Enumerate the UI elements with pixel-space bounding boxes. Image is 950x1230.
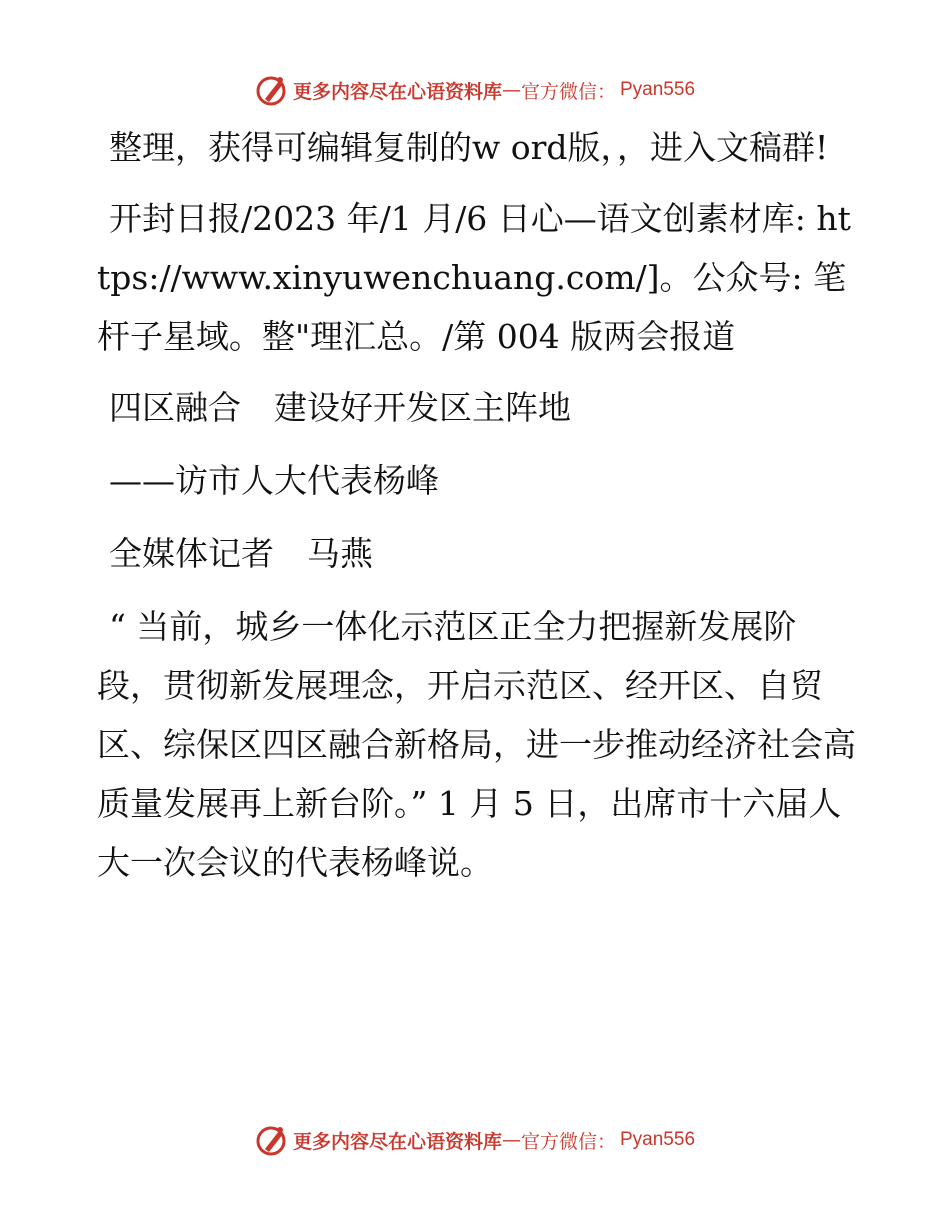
article-title: 四区融合 建设好开发区主阵地 [109,388,571,427]
banner-wechat-id: Pyan556 [620,79,696,100]
pen-circle-logo-icon [255,73,289,107]
article-subtitle: ——访市人大代表杨峰 [109,461,439,500]
footer-banner [0,1120,950,1160]
banner-text: 更多内容尽在心语资料库 [292,80,502,103]
pen-circle-logo-icon [255,1123,289,1157]
banner-separator: — [501,1129,521,1151]
article-byline: 全媒体记者 马燕 [109,534,373,573]
header-banner [0,70,950,110]
body-paragraph: “ 当前，城乡一体化示范区正全力把握新发展阶段，贯彻新发展理念，开启示范区、经开区、自贸区、综保区四区融合新格局，进一步推动经济社会高质量发展再上新台阶。” 1 月 5 日，出席市十六届人大一次会议的代表杨峰说。 [97,607,856,882]
intro-paragraph: 整理，获得可编辑复制的w ord版，，进入文稿群! [109,128,829,167]
source-paragraph: 开封日报/2023 年/1 月/6 日心—语文创素材库: https://www.xinyuwenchuang.com/]。公众号: 笔杆子星域。整"理汇总。/第 004 版两会报道 [97,199,851,356]
banner-wechat-label: 官方微信： [520,80,616,103]
document-body [97,118,857,904]
banner-separator: — [501,79,521,101]
banner-text: 更多内容尽在心语资料库 [292,1130,502,1153]
banner-wechat-label: 官方微信： [520,1130,616,1153]
banner-wechat-id: Pyan556 [620,1129,696,1150]
